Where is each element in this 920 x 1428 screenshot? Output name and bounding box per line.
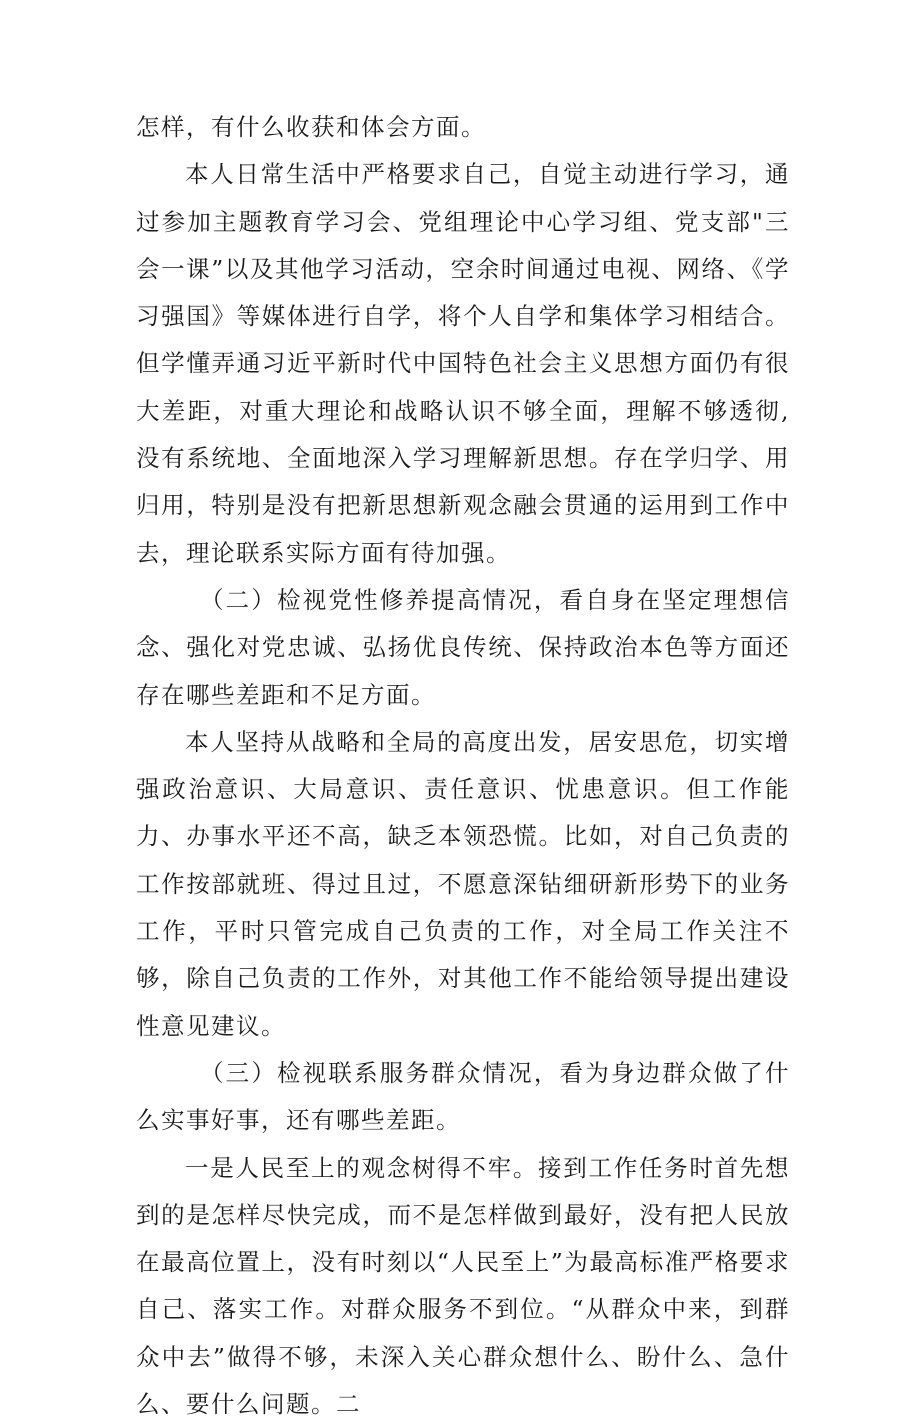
paragraph-serving-masses-review: 一是人民至上的观念树得不牢。接到工作任务时首先想到的是怎样尽快完成，而不是怎样做到最好，没有把人民放在最高位置上，没有时刻以“人民至上”为最高标准严格要求自己、落实工作。对群众服务不到位。“从群众中来，到群众中去”做得不够，未深入关心群众想什么、盼什么、急什么、要什么问题。二	[136, 1153, 790, 1419]
section-heading-3: （三）检视联系服务群众情况，看为身边群众做了什么实事好事，还有哪些差距。	[136, 1058, 790, 1135]
paragraph-party-spirit-review: 本人坚持从战略和全局的高度出发，居安思危，切实增强政治意识、大局意识、责任意识、忧患意识。但工作能力、办事水平还不高，缺乏本领恐慌。比如，对自己负责的工作按部就班、得过且过，不愿意深钻细研新形势下的业务工作，平时只管完成自己负责的工作，对全局工作关注不够，除自己负责的工作外，对其他工作不能给领导提出建设性意见建议。	[136, 727, 790, 1040]
document-page	[136, 104, 790, 1428]
section-heading-2: （二）检视党性修养提高情况，看自身在坚定理想信念、强化对党忠诚、弘扬优良传统、保持政治本色等方面还存在哪些差距和不足方面。	[136, 585, 790, 709]
paragraph-continuation: 怎样，有什么收获和体会方面。	[136, 113, 486, 141]
paragraph-study-self-review: 本人日常生活中严格要求自己，自觉主动进行学习，通过参加主题教育学习会、党组理论中心学习组、党支部"三会一课”以及其他学习活动，空余时间通过电视、网络、《学习强国》等媒体进行自学，将个人自学和集体学习相结合。但学懂弄通习近平新时代中国特色社会主义思想方面仍有很大差距，对重大理论和战略认识不够全面，理解不够透彻,没有系统地、全面地深入学习理解新思想。存在学归学、用归用，特别是没有把新思想新观念融会贯通的运用到工作中去，理论联系实际方面有待加强。	[136, 160, 790, 567]
